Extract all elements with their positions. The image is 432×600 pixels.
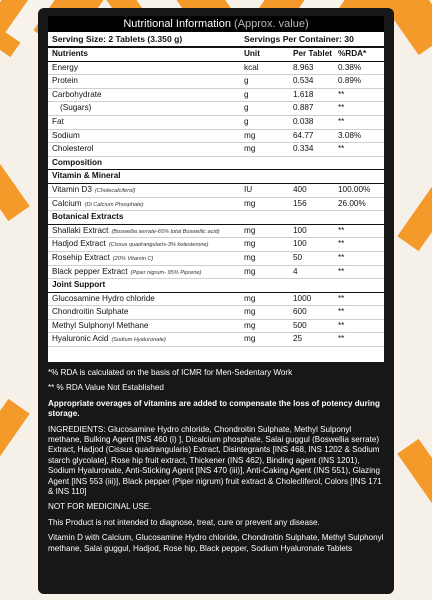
nutrient-name bbox=[52, 266, 201, 280]
nutrient-rda: ** bbox=[338, 266, 345, 276]
botanical-row bbox=[48, 266, 384, 280]
nutrient-name-text: Chondroitin Sulphate bbox=[52, 307, 129, 317]
nutrient-value: 64.77 bbox=[293, 130, 314, 140]
nutrient-rda: 26.00% bbox=[338, 198, 366, 208]
nutrient-name bbox=[52, 293, 155, 306]
nutrient-unit: IU bbox=[244, 184, 253, 194]
nutrient-row bbox=[48, 143, 384, 157]
botanical-row bbox=[48, 238, 384, 252]
joint-row bbox=[48, 293, 384, 307]
nutrient-rda: 0.38% bbox=[338, 62, 362, 72]
nutrient-rda: ** bbox=[338, 144, 345, 154]
nutrient-value: 0.334 bbox=[293, 144, 314, 154]
nutrient-name-text: Hadjod Extract bbox=[52, 239, 106, 249]
nutrient-unit: g bbox=[244, 76, 249, 86]
nutrient-name bbox=[52, 102, 91, 115]
nutrient-value: 500 bbox=[293, 320, 307, 330]
nutrient-name-text: Glucosamine Hydro chloride bbox=[52, 293, 155, 303]
composition-label-text: Composition bbox=[52, 157, 103, 167]
nutrient-name-text: Protein bbox=[52, 76, 78, 86]
vitamin-section bbox=[48, 170, 384, 184]
nutrient-name bbox=[52, 184, 135, 198]
nutrient-rda: ** bbox=[338, 293, 345, 303]
nutrient-value: 400 bbox=[293, 184, 307, 194]
nutrient-name bbox=[52, 75, 78, 88]
nutrient-unit: mg bbox=[244, 266, 256, 276]
composition-label bbox=[48, 157, 384, 171]
serving-row bbox=[48, 32, 384, 48]
joint-row bbox=[48, 320, 384, 334]
nutrient-rda: ** bbox=[338, 116, 345, 126]
nutrient-name-text: (Sugars) bbox=[60, 103, 92, 113]
nutrient-name bbox=[52, 306, 128, 319]
product-description: Vitamin D with Calcium, Glucosamine Hydro chloride, Chondroitin Sulphate, Methyl Sulphonyl methane, Salai guggul, Hadjod, Rose hip, Black pepper, Sodium Hyaluronate Tablets bbox=[48, 533, 384, 553]
nutrient-unit: mg bbox=[244, 320, 256, 330]
nutrient-value: 0.887 bbox=[293, 103, 314, 113]
nutrient-name-text: Cholesterol bbox=[52, 144, 94, 154]
nutrient-value: 25 bbox=[293, 334, 303, 344]
nutrient-unit: g bbox=[244, 116, 249, 126]
col-nutrients: Nutrients bbox=[52, 49, 88, 58]
nutrient-name-text: Hyaluronic Acid bbox=[52, 334, 109, 344]
nutrient-value: 1000 bbox=[293, 293, 312, 303]
scientific-name: (Di Calcium Phosphate) bbox=[84, 201, 144, 208]
nutrient-name-text: Fat bbox=[52, 116, 64, 126]
panel-title-note: (Approx. value) bbox=[234, 18, 309, 30]
nutrient-unit: mg bbox=[244, 239, 256, 249]
nutrient-name-text: Rosehip Extract bbox=[52, 252, 110, 262]
nutrient-name bbox=[52, 143, 93, 156]
vitamin-row bbox=[48, 198, 384, 212]
nutrient-name-text: Vitamin D3 bbox=[52, 184, 92, 194]
nutrient-name-text: Black pepper Extract bbox=[52, 266, 128, 276]
nutrient-value: 50 bbox=[293, 252, 303, 262]
nutrient-row bbox=[48, 75, 384, 89]
nutrient-name-text: Calcium bbox=[52, 198, 82, 208]
nutrient-name-text: Methyl Sulphonyl Methane bbox=[52, 320, 149, 330]
nutrient-name-text: Carbohydrate bbox=[52, 89, 102, 99]
serving-size: Serving Size: 2 Tablets (3.350 g) bbox=[52, 34, 183, 44]
nutrient-value: 0.534 bbox=[293, 76, 314, 86]
nutrient-row bbox=[48, 89, 384, 103]
nutrient-rda: 3.08% bbox=[338, 130, 362, 140]
col-unit: Unit bbox=[244, 49, 260, 58]
nutrient-name bbox=[52, 62, 78, 75]
nutrient-value: 100 bbox=[293, 225, 307, 235]
botanical-section bbox=[48, 211, 384, 225]
column-header-row bbox=[48, 48, 384, 62]
nutrient-name bbox=[52, 333, 166, 347]
nutrient-rda: 100.00% bbox=[338, 184, 371, 194]
nutrient-name-text: Shallaki Extract bbox=[52, 225, 109, 235]
botanical-row bbox=[48, 225, 384, 239]
nutrient-name bbox=[52, 130, 80, 143]
nutrient-value: 1.618 bbox=[293, 89, 314, 99]
botanical-row bbox=[48, 252, 384, 266]
ingredients-text: INGREDIENTS: Glucosamine Hydro chloride, Chondroitin Sulphate, Methyl Sulponyl methane, Bulking Agent [INS 460 (i) ], Dicalcium phosphate, Salai guggul (Boswellia serrate) Extract, Hadjod (Cissus quadrangularis) Extract, Disintegrants [INS 468, INS 1202 & Sodium starch glycolate], Rose hip fruit extract, Thickener (INS 462), Binding agent (INS 1201), Sodium Hyaluronate, Anti-Sticking Agent [INS 470 (iii)], Anti-Caking Agent (INS 551), Glazing Agent [INS 553 (iii)], Black pepper (Piper nigrum) fruit extract & Cholecliferol, Colors [INS 171 & INS 110] bbox=[48, 424, 382, 497]
scientific-name: (Cissus quadrangularis-3% ketesterone) bbox=[108, 242, 209, 249]
nutrient-unit: kcal bbox=[244, 62, 259, 72]
nutrition-table bbox=[48, 16, 384, 362]
joint-row bbox=[48, 333, 384, 347]
nutrient-rda: ** bbox=[338, 225, 345, 235]
nutrient-row bbox=[48, 62, 384, 76]
panel-title bbox=[48, 16, 384, 32]
nutrient-unit: mg bbox=[244, 334, 256, 344]
nutrition-panel bbox=[38, 8, 394, 594]
nutrient-name-text: Sodium bbox=[52, 130, 80, 140]
rda-basis-note: *% RDA is calculated on the basis of ICMR for Men-Sedentary Work bbox=[48, 368, 293, 377]
nutrient-name-text: Energy bbox=[52, 62, 78, 72]
nutrient-rda: ** bbox=[338, 334, 345, 344]
nutrient-value: 8.963 bbox=[293, 62, 314, 72]
nutrient-name bbox=[52, 116, 64, 129]
nutrient-unit: mg bbox=[244, 225, 256, 235]
nutrient-unit: mg bbox=[244, 198, 256, 208]
nutrient-rda: ** bbox=[338, 239, 345, 249]
servings-per-container: Servings Per Container: 30 bbox=[244, 34, 354, 44]
nutrient-rda: ** bbox=[338, 307, 345, 317]
col-per-tablet: Per Tablet bbox=[293, 49, 332, 58]
nutrient-row bbox=[48, 130, 384, 144]
nutrient-unit: mg bbox=[244, 144, 256, 154]
nutrient-row bbox=[48, 102, 384, 116]
nutrient-unit: mg bbox=[244, 293, 256, 303]
nutrient-name bbox=[52, 238, 209, 252]
nutrient-unit: mg bbox=[244, 252, 256, 262]
nutrient-value: 156 bbox=[293, 198, 307, 208]
nutrient-name bbox=[52, 89, 102, 102]
scientific-name: (Piper nigrum- 95% Piprene) bbox=[130, 269, 202, 276]
botanical-section-text: Botanical Extracts bbox=[52, 212, 124, 222]
nutrient-name bbox=[52, 225, 220, 239]
disclaimer-text: This Product is not intended to diagnose, treat, cure or prevent any disease. bbox=[48, 517, 320, 527]
rda-not-established-note: ** % RDA Value Not Established bbox=[48, 383, 164, 393]
overages-note: Appropriate overages of vitamins are added to compensate the loss of potency during storage. bbox=[48, 398, 380, 419]
nutrient-unit: mg bbox=[244, 307, 256, 317]
nutrient-rda: ** bbox=[338, 252, 345, 262]
nutrient-value: 600 bbox=[293, 307, 307, 317]
not-medicinal-note: NOT FOR MEDICINAL USE. bbox=[48, 502, 152, 512]
nutrient-rda: ** bbox=[338, 320, 345, 330]
nutrient-name bbox=[52, 320, 149, 333]
nutrient-value: 100 bbox=[293, 239, 307, 249]
nutrient-name bbox=[52, 198, 144, 212]
nutrient-unit: g bbox=[244, 103, 249, 113]
nutrient-row bbox=[48, 116, 384, 130]
nutrient-rda: 0.89% bbox=[338, 76, 362, 86]
col-rda: %RDA* bbox=[338, 49, 367, 58]
joint-section-text: Joint Support bbox=[52, 280, 106, 290]
label-notes bbox=[48, 368, 384, 559]
scientific-name: (Sodium Hyaluronate) bbox=[111, 337, 166, 344]
nutrient-name bbox=[52, 252, 153, 266]
nutrient-rda: ** bbox=[338, 89, 345, 99]
nutrient-unit: mg bbox=[244, 130, 256, 140]
scientific-name: (20% Vitamin C) bbox=[112, 255, 154, 262]
vitamin-row bbox=[48, 184, 384, 198]
joint-section bbox=[48, 279, 384, 293]
joint-row bbox=[48, 306, 384, 320]
nutrient-value: 0.038 bbox=[293, 116, 314, 126]
nutrient-unit: g bbox=[244, 89, 249, 99]
scientific-name: (Cholecalciferol) bbox=[94, 187, 136, 194]
nutrient-value: 4 bbox=[293, 266, 298, 276]
nutrient-rda: ** bbox=[338, 103, 345, 113]
panel-title-text: Nutritional Information bbox=[123, 18, 231, 30]
scientific-name: (Boswellia serrate-65% total Boswellic acid) bbox=[111, 228, 220, 235]
vitamin-section-text: Vitamin & Mineral bbox=[52, 171, 121, 181]
